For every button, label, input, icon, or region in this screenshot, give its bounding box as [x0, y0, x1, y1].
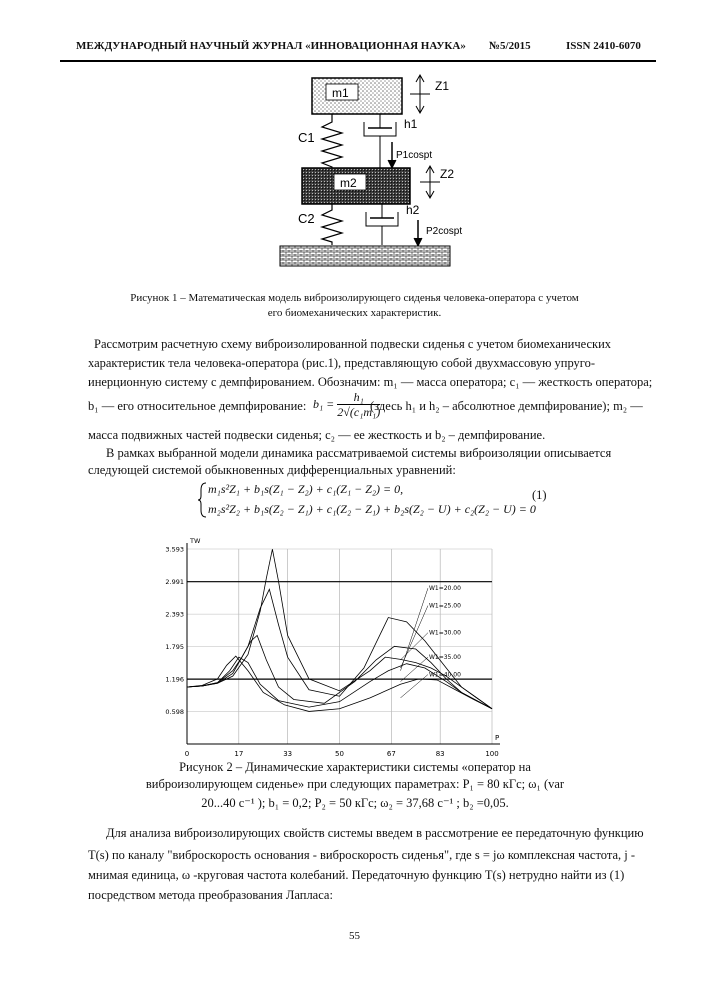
series-label: W1=30.00	[428, 629, 461, 637]
spring-c2	[322, 204, 342, 245]
x-axis-label: P	[495, 734, 500, 742]
para1-line2: характеристик тела человека-оператора (рис.1), представляющую собой двухмассовую упруго-	[88, 356, 596, 370]
y-tick-label: 0.598	[165, 708, 184, 717]
z1-label: Z1	[435, 79, 450, 93]
figure2-caption-line2: виброизолирующем сиденье» при следующих параметрах: P₁ = 80 кГс; ω₁ (var	[145, 777, 565, 791]
c1-label: C1	[298, 130, 315, 145]
page-number: 55	[349, 930, 360, 942]
p1-label: P1cospt	[396, 150, 433, 161]
para2-line1: В рамках выбранной модели динамика рассматриваемой системы виброизоляции описывается	[106, 446, 612, 460]
y-tick-label: 2.393	[165, 610, 184, 619]
para3-line3: мнимая единица, ω -круговая частота колебаний. Передаточную функцию T(s) нетрудно найти из (1)	[88, 868, 625, 882]
m1-label: m1	[332, 86, 349, 100]
series-label: W1=20.00	[428, 585, 461, 593]
h2-label: h2	[406, 203, 420, 217]
x-tick-label: 67	[386, 750, 396, 758]
equation-number: (1)	[532, 488, 547, 502]
para1-line1: Рассмотрим расчетную схему виброизолированной подвески сиденья с учетом биомеханических	[94, 337, 612, 351]
issue-number: №5/2015	[489, 40, 531, 52]
x-tick-label: 0	[184, 750, 190, 758]
equation-row1: m₁s²Z₁ + b₁s(Z₁ − Z₂) + c₁(Z₁ − Z₂) = 0,	[208, 482, 404, 496]
figure2-caption-line3: 20...40 с⁻¹ ); b₁ = 0,2; P₂ = 50 кГс; ω₂ = 37,68 с⁻¹ ; b₂ =0,05.	[201, 796, 509, 810]
header-rule	[60, 60, 656, 62]
issn: ISSN 2410-6070	[566, 40, 641, 52]
h1-label: h1	[404, 117, 418, 131]
x-tick-label: 33	[283, 750, 293, 758]
c2-label: C2	[298, 211, 315, 226]
y-tick-label: 3.593	[165, 545, 184, 554]
x-tick-label: 100	[485, 750, 499, 758]
series-label: W1=35.00	[428, 654, 461, 662]
z2-label: Z2	[440, 167, 455, 181]
dynamic-characteristics-chart	[160, 535, 515, 760]
x-tick-label: 50	[335, 750, 344, 758]
y-tick-label: 2.991	[165, 578, 184, 587]
b1-formula: b₁ = $\frac{\text{h₁}}{\text{2√(c₁m₁)}}$	[313, 390, 381, 419]
series-label: W1=25.00	[428, 602, 461, 610]
y-tick-label: 1.196	[165, 675, 184, 684]
spring-c1	[322, 114, 342, 175]
figure2-caption-line1: Рисунок 2 – Динамические характеристики системы «оператор на	[179, 760, 531, 774]
para3-line1: Для анализа виброизолирующих свойств системы введем в рассмотрение ее передаточную функцию	[106, 826, 644, 840]
journal-title: МЕЖДУНАРОДНЫЙ НАУЧНЫЙ ЖУРНАЛ «ИННОВАЦИОННАЯ НАУКА»	[76, 40, 466, 52]
base-foundation	[280, 246, 450, 266]
series-label: W1=40.00	[428, 671, 461, 679]
equation-row2: m₂s²Z₂ + b₁s(Z₂ − Z₁) + c₁(Z₂ − Z₁) + b₂s(Z₂ − U) + c₂(Z₂ − U) = 0	[208, 502, 536, 516]
x-tick-label: 17	[234, 750, 244, 758]
para1-line3: инерционную систему с демпфированием. Обозначим: m₁ — масса оператора; c₁ — жесткость оператора;	[88, 375, 653, 389]
p2-label: P2cospt	[426, 226, 463, 237]
para3-line4: посредством метода преобразования Лапласа:	[88, 888, 333, 902]
equation-brace	[198, 481, 208, 519]
y-tick-label: 1.795	[165, 643, 184, 652]
para2-line2: следующей системой обыкновенных дифференциальных уравнений:	[88, 463, 456, 477]
mechanical-model-diagram	[270, 70, 530, 275]
para1-line5: масса подвижных частей подвески сиденья; c₂ — ее жесткость и b₂ – демпфирование.	[88, 428, 546, 442]
y-axis-label: TW	[190, 537, 201, 545]
figure1-caption-line1: Рисунок 1 – Математическая модель виброизолирующего сиденья человека-оператора с учетом	[130, 292, 579, 304]
x-tick-label: 83	[435, 750, 445, 758]
para1-line4-end: (здесь h₁ и h₂ – абсолютное демпфирование); m₂ —	[370, 399, 643, 413]
para3-line2: T(s) по каналу "виброскорость основания - виброскорость сиденья", где s = jω комплексная частота, j -	[88, 848, 636, 862]
para1-line4-start: b₁ — его относительное демпфирование:	[88, 399, 307, 413]
m2-label: m2	[340, 176, 357, 190]
figure1-caption-line2: его биомеханических характеристик.	[267, 307, 442, 319]
